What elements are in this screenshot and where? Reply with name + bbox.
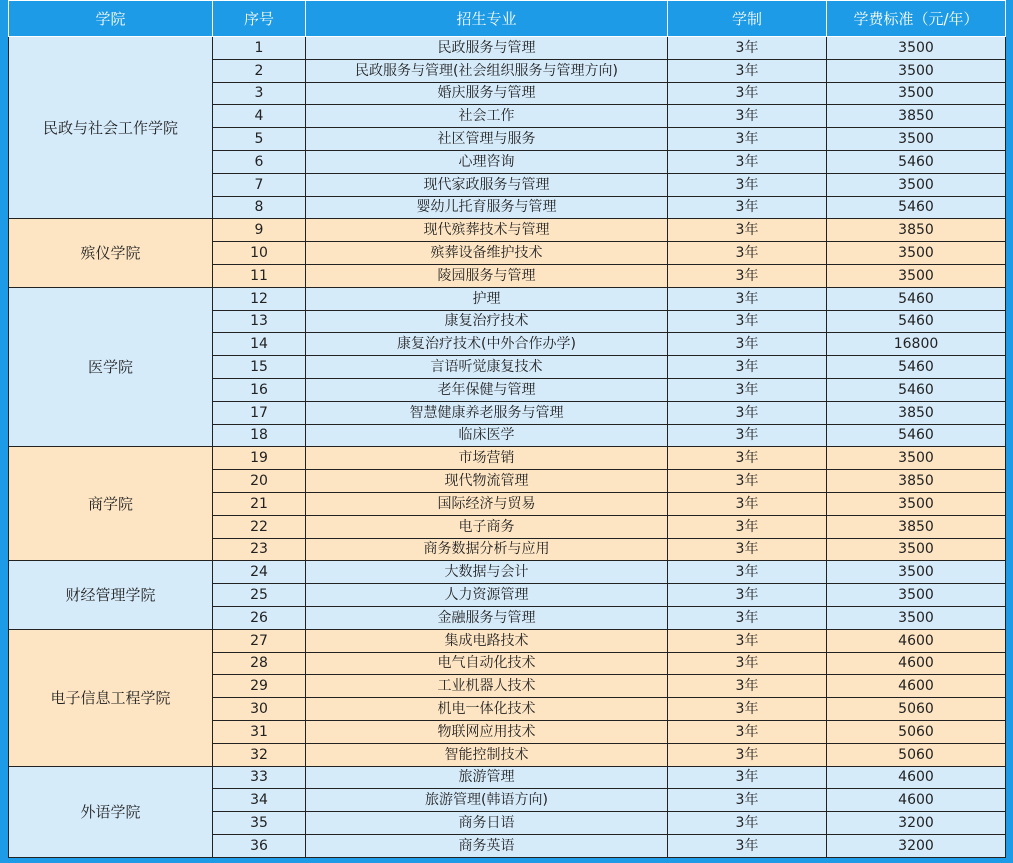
duration-cell: 3年 <box>668 242 827 265</box>
duration-cell: 3年 <box>668 447 827 470</box>
serial-number-cell: 31 <box>213 720 306 743</box>
serial-number-cell: 35 <box>213 812 306 835</box>
tuition-fee-cell: 3500 <box>827 37 1006 60</box>
serial-number-cell: 4 <box>213 105 306 128</box>
tuition-fee-cell: 5460 <box>827 378 1006 401</box>
college-name-cell: 商学院 <box>9 447 213 561</box>
duration-cell: 3年 <box>668 834 827 857</box>
tuition-fee-cell: 4600 <box>827 675 1006 698</box>
college-name-cell: 电子信息工程学院 <box>9 629 213 766</box>
tuition-fee-cell: 3500 <box>827 128 1006 151</box>
major-name-cell: 商务日语 <box>306 812 668 835</box>
college-name-cell: 财经管理学院 <box>9 561 213 629</box>
college-name-cell: 殡仪学院 <box>9 219 213 287</box>
duration-cell: 3年 <box>668 82 827 105</box>
major-name-cell: 民政服务与管理(社会组织服务与管理方向) <box>306 59 668 82</box>
tuition-fee-cell: 5060 <box>827 720 1006 743</box>
major-name-cell: 商务数据分析与应用 <box>306 538 668 561</box>
serial-number-cell: 32 <box>213 743 306 766</box>
tuition-fee-cell: 3200 <box>827 834 1006 857</box>
college-name-cell: 民政与社会工作学院 <box>9 37 213 219</box>
duration-cell: 3年 <box>668 492 827 515</box>
serial-number-cell: 18 <box>213 424 306 447</box>
serial-number-cell: 24 <box>213 561 306 584</box>
major-name-cell: 人力资源管理 <box>306 584 668 607</box>
major-name-cell: 国际经济与贸易 <box>306 492 668 515</box>
serial-number-cell: 2 <box>213 59 306 82</box>
duration-cell: 3年 <box>668 150 827 173</box>
tuition-fee-cell: 4600 <box>827 766 1006 789</box>
tuition-fee-cell: 3500 <box>827 584 1006 607</box>
duration-cell: 3年 <box>668 812 827 835</box>
tuition-fee-cell: 3500 <box>827 447 1006 470</box>
serial-number-cell: 9 <box>213 219 306 242</box>
serial-number-cell: 7 <box>213 173 306 196</box>
serial-number-cell: 34 <box>213 789 306 812</box>
duration-cell: 3年 <box>668 789 827 812</box>
tuition-fee-cell: 3500 <box>827 492 1006 515</box>
duration-cell: 3年 <box>668 720 827 743</box>
serial-number-cell: 10 <box>213 242 306 265</box>
major-name-cell: 心理咨询 <box>306 150 668 173</box>
table-row <box>9 766 1006 789</box>
serial-number-cell: 36 <box>213 834 306 857</box>
duration-cell: 3年 <box>668 424 827 447</box>
major-name-cell: 婚庆服务与管理 <box>306 82 668 105</box>
tuition-fee-cell: 4600 <box>827 789 1006 812</box>
major-name-cell: 言语听觉康复技术 <box>306 356 668 379</box>
major-name-cell: 民政服务与管理 <box>306 37 668 60</box>
college-name-cell: 外语学院 <box>9 766 213 857</box>
duration-cell: 3年 <box>668 766 827 789</box>
header-row <box>9 1 1006 37</box>
serial-number-cell: 25 <box>213 584 306 607</box>
serial-number-cell: 16 <box>213 378 306 401</box>
serial-number-cell: 6 <box>213 150 306 173</box>
duration-cell: 3年 <box>668 743 827 766</box>
college-name-cell: 医学院 <box>9 287 213 447</box>
major-name-cell: 康复治疗技术(中外合作办学) <box>306 333 668 356</box>
header-number: 序号 <box>213 1 306 37</box>
duration-cell: 3年 <box>668 264 827 287</box>
tuition-fee-cell: 3850 <box>827 401 1006 424</box>
duration-cell: 3年 <box>668 219 827 242</box>
table-row <box>9 561 1006 584</box>
table-row <box>9 447 1006 470</box>
serial-number-cell: 17 <box>213 401 306 424</box>
serial-number-cell: 26 <box>213 606 306 629</box>
tuition-fee-cell: 16800 <box>827 333 1006 356</box>
duration-cell: 3年 <box>668 356 827 379</box>
serial-number-cell: 28 <box>213 652 306 675</box>
tuition-fee-cell: 4600 <box>827 629 1006 652</box>
major-name-cell: 商务英语 <box>306 834 668 857</box>
tuition-fee-cell: 3500 <box>827 242 1006 265</box>
major-name-cell: 现代家政服务与管理 <box>306 173 668 196</box>
serial-number-cell: 13 <box>213 310 306 333</box>
serial-number-cell: 3 <box>213 82 306 105</box>
major-name-cell: 旅游管理(韩语方向) <box>306 789 668 812</box>
table-row <box>9 629 1006 652</box>
tuition-fee-cell: 3850 <box>827 515 1006 538</box>
duration-cell: 3年 <box>668 561 827 584</box>
major-name-cell: 护理 <box>306 287 668 310</box>
tuition-fee-cell: 3500 <box>827 606 1006 629</box>
duration-cell: 3年 <box>668 173 827 196</box>
duration-cell: 3年 <box>668 105 827 128</box>
duration-cell: 3年 <box>668 287 827 310</box>
major-name-cell: 物联网应用技术 <box>306 720 668 743</box>
tuition-fee-cell: 3200 <box>827 812 1006 835</box>
major-name-cell: 大数据与会计 <box>306 561 668 584</box>
serial-number-cell: 15 <box>213 356 306 379</box>
tuition-fee-cell: 5460 <box>827 287 1006 310</box>
serial-number-cell: 21 <box>213 492 306 515</box>
duration-cell: 3年 <box>668 310 827 333</box>
tuition-fee-cell: 5460 <box>827 424 1006 447</box>
duration-cell: 3年 <box>668 401 827 424</box>
tuition-fee-cell: 3500 <box>827 82 1006 105</box>
table-body <box>9 37 1006 858</box>
serial-number-cell: 12 <box>213 287 306 310</box>
serial-number-cell: 30 <box>213 698 306 721</box>
major-name-cell: 机电一体化技术 <box>306 698 668 721</box>
header-college: 学院 <box>9 1 213 37</box>
duration-cell: 3年 <box>668 196 827 219</box>
major-name-cell: 临床医学 <box>306 424 668 447</box>
serial-number-cell: 8 <box>213 196 306 219</box>
tuition-fee-cell: 5460 <box>827 356 1006 379</box>
serial-number-cell: 1 <box>213 37 306 60</box>
major-name-cell: 殡葬设备维护技术 <box>306 242 668 265</box>
major-name-cell: 工业机器人技术 <box>306 675 668 698</box>
duration-cell: 3年 <box>668 378 827 401</box>
tuition-fee-cell: 5460 <box>827 196 1006 219</box>
tuition-fee-cell: 3850 <box>827 105 1006 128</box>
header-major: 招生专业 <box>306 1 668 37</box>
major-name-cell: 智能控制技术 <box>306 743 668 766</box>
duration-cell: 3年 <box>668 652 827 675</box>
major-name-cell: 康复治疗技术 <box>306 310 668 333</box>
major-name-cell: 金融服务与管理 <box>306 606 668 629</box>
duration-cell: 3年 <box>668 470 827 493</box>
duration-cell: 3年 <box>668 584 827 607</box>
tuition-fee-cell: 3500 <box>827 59 1006 82</box>
duration-cell: 3年 <box>668 515 827 538</box>
tuition-fee-cell: 5460 <box>827 310 1006 333</box>
duration-cell: 3年 <box>668 128 827 151</box>
tuition-fee-cell: 3500 <box>827 538 1006 561</box>
table-row <box>9 37 1006 60</box>
major-name-cell: 陵园服务与管理 <box>306 264 668 287</box>
tuition-fee-cell: 5060 <box>827 698 1006 721</box>
duration-cell: 3年 <box>668 675 827 698</box>
tuition-fee-cell: 3850 <box>827 219 1006 242</box>
header-tuition: 学费标准（元/年） <box>827 1 1006 37</box>
tuition-fee-cell: 4600 <box>827 652 1006 675</box>
major-name-cell: 社区管理与服务 <box>306 128 668 151</box>
tuition-fee-cell: 3850 <box>827 470 1006 493</box>
duration-cell: 3年 <box>668 333 827 356</box>
tuition-table-container <box>8 0 1005 858</box>
serial-number-cell: 14 <box>213 333 306 356</box>
duration-cell: 3年 <box>668 59 827 82</box>
major-name-cell: 婴幼儿托育服务与管理 <box>306 196 668 219</box>
serial-number-cell: 5 <box>213 128 306 151</box>
table-header <box>9 1 1006 37</box>
table-row <box>9 219 1006 242</box>
serial-number-cell: 23 <box>213 538 306 561</box>
table-row <box>9 287 1006 310</box>
major-name-cell: 旅游管理 <box>306 766 668 789</box>
serial-number-cell: 33 <box>213 766 306 789</box>
serial-number-cell: 19 <box>213 447 306 470</box>
duration-cell: 3年 <box>668 606 827 629</box>
tuition-fee-cell: 3500 <box>827 173 1006 196</box>
major-name-cell: 集成电路技术 <box>306 629 668 652</box>
serial-number-cell: 22 <box>213 515 306 538</box>
serial-number-cell: 11 <box>213 264 306 287</box>
duration-cell: 3年 <box>668 538 827 561</box>
duration-cell: 3年 <box>668 698 827 721</box>
major-name-cell: 现代物流管理 <box>306 470 668 493</box>
major-name-cell: 电气自动化技术 <box>306 652 668 675</box>
serial-number-cell: 20 <box>213 470 306 493</box>
tuition-fee-cell: 5060 <box>827 743 1006 766</box>
major-name-cell: 现代殡葬技术与管理 <box>306 219 668 242</box>
tuition-fee-cell: 3500 <box>827 561 1006 584</box>
major-name-cell: 社会工作 <box>306 105 668 128</box>
serial-number-cell: 27 <box>213 629 306 652</box>
tuition-fee-cell: 5460 <box>827 150 1006 173</box>
tuition-fee-cell: 3500 <box>827 264 1006 287</box>
serial-number-cell: 29 <box>213 675 306 698</box>
tuition-table <box>8 0 1006 858</box>
major-name-cell: 智慧健康养老服务与管理 <box>306 401 668 424</box>
major-name-cell: 市场营销 <box>306 447 668 470</box>
duration-cell: 3年 <box>668 37 827 60</box>
duration-cell: 3年 <box>668 629 827 652</box>
major-name-cell: 电子商务 <box>306 515 668 538</box>
header-duration: 学制 <box>668 1 827 37</box>
major-name-cell: 老年保健与管理 <box>306 378 668 401</box>
